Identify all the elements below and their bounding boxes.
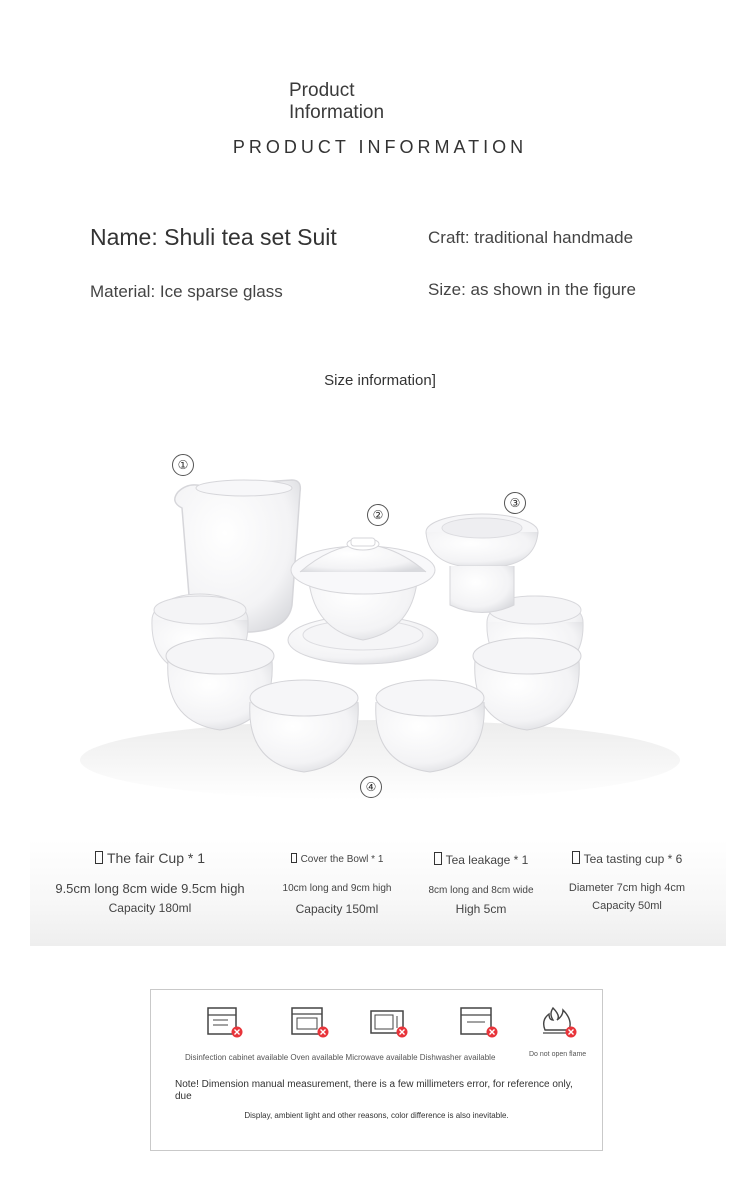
product-photo — [30, 430, 730, 830]
marker-3: ③ — [504, 492, 526, 514]
item-title: Cover the Bowl * 1 — [268, 853, 406, 865]
item-tea-tasting-cup — [556, 851, 698, 912]
missing-glyph-box — [291, 853, 297, 863]
item-capacity: Capacity 150ml — [295, 902, 379, 916]
section-title-line1: Product — [289, 80, 355, 101]
spec-material: Material: Ice sparse glass — [90, 282, 283, 301]
marker-1: ① — [172, 454, 194, 476]
section-title-small — [289, 80, 384, 124]
missing-glyph-box — [572, 851, 580, 864]
item-tea-leakage — [414, 852, 548, 916]
care-notice-box — [150, 989, 603, 1151]
color-difference-note: Display, ambient light and other reasons, color difference is also inevitable. — [244, 1111, 509, 1120]
spec-craft: Craft: traditional handmade — [428, 228, 634, 247]
oven-icon — [290, 1006, 330, 1045]
item-capacity: Capacity 50ml — [592, 900, 662, 912]
tea-set-illustration — [30, 430, 730, 830]
item-capacity: High 5cm — [455, 902, 507, 916]
size-information-label: Size information] — [324, 372, 436, 389]
open-flame-label: Do not open flame — [529, 1051, 587, 1058]
item-dimensions: 10cm long and 9cm high — [282, 883, 392, 894]
spec-name: Name: Shuli tea set Suit — [90, 224, 337, 250]
item-fair-cup — [40, 850, 260, 915]
item-title: The fair Cup * 1 — [40, 850, 260, 866]
item-capacity: Capacity 180ml — [108, 901, 192, 915]
open-flame-icon — [539, 1004, 581, 1045]
cover-bowl — [288, 538, 438, 664]
missing-glyph-box — [95, 851, 103, 864]
section-title-spaced: PRODUCT INFORMATION — [232, 137, 528, 157]
spec-size: Size: as shown in the figure — [428, 280, 636, 299]
missing-glyph-box — [434, 852, 442, 865]
disinfection-cabinet-icon — [206, 1006, 246, 1045]
measurement-note: Note! Dimension manual measurement, there is a few millimeters error, for reference only, due — [175, 1079, 573, 1102]
marker-2: ② — [367, 504, 389, 526]
item-dimensions: 8cm long and 8cm wide — [428, 885, 534, 896]
item-title: Tea leakage * 1 — [414, 852, 548, 867]
tea-cup — [473, 638, 581, 730]
item-dimensions: Diameter 7cm high 4cm — [568, 882, 686, 894]
item-dimensions: 9.5cm long 8cm wide 9.5cm high — [55, 881, 245, 896]
appliances-label: Disinfection cabinet available Oven available Microwave available Dishwasher available — [185, 1053, 496, 1062]
section-title-line2: Information — [289, 102, 385, 123]
item-cover-bowl — [268, 853, 406, 916]
microwave-icon — [369, 1008, 409, 1045]
dishwasher-icon — [459, 1006, 499, 1045]
marker-4: ④ — [360, 776, 382, 798]
item-title: Tea tasting cup * 6 — [556, 851, 698, 866]
